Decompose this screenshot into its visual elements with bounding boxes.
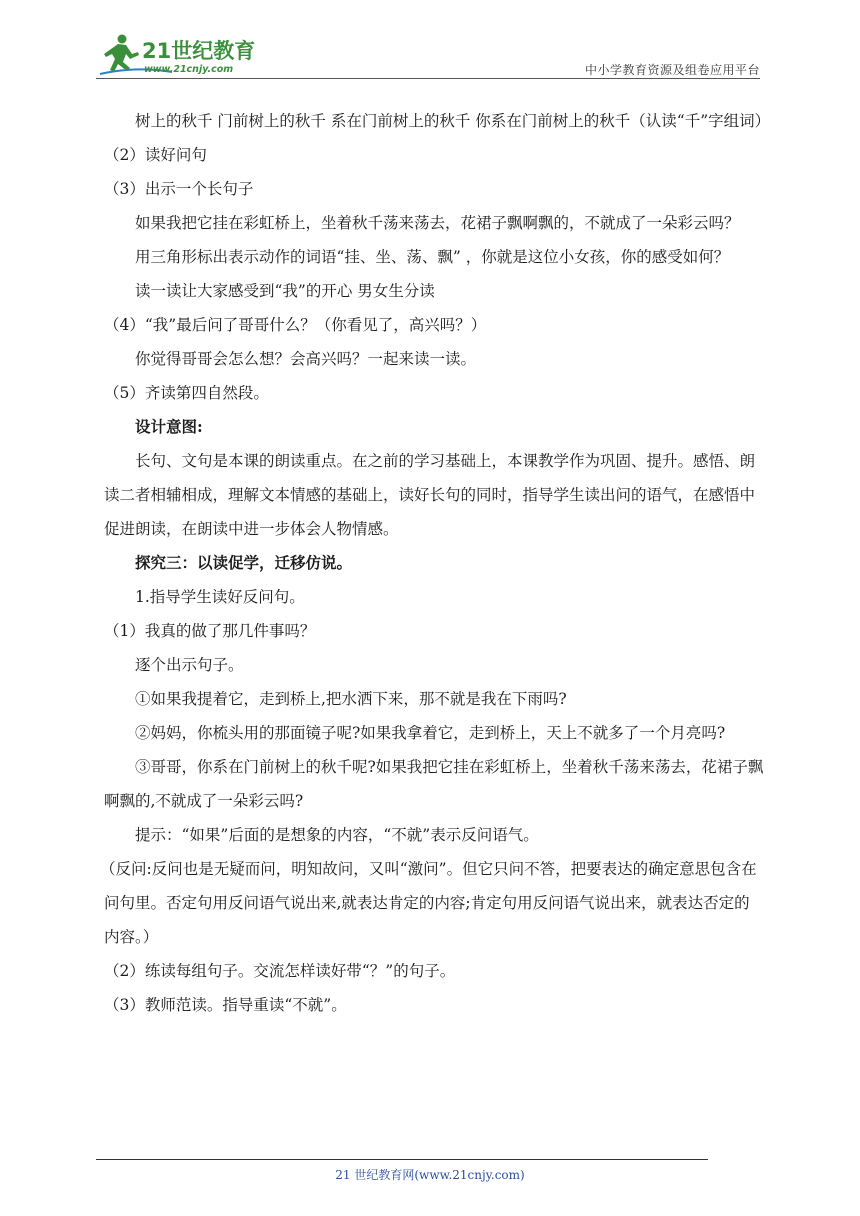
logo-url: www.21cnjy.com [144,64,234,75]
page-header [96,30,760,80]
paragraph: 1.指导学生读好反问句。 [135,588,305,606]
header-divider [96,78,760,79]
paragraph: 提示：“如果”后面的是想象的内容，“不就”表示反问语气。 [135,826,539,844]
paragraph: （2）练读每组句子。交流怎样读好带“？”的句子。 [104,962,456,980]
section-heading: 探究三：以读促学，迁移仿说。 [135,553,353,572]
paragraph: ②妈妈，你梳头用的那面镜子呢?如果我拿着它，走到桥上，天上不就多了一个月亮吗? [135,724,726,742]
paragraph: 读一读让大家感受到“我”的开心 男女生分读 [135,282,435,300]
paragraph: （3）教师范读。指导重读“不就”。 [104,996,347,1014]
paragraph: 你觉得哥哥会怎么想？会高兴吗？一起来读一读。 [135,350,477,368]
paragraph: 逐个出示句子。 [135,656,244,674]
runner-icon [104,35,139,73]
paragraph: （3）出示一个长句子 [104,180,254,198]
page-footer: 21 世纪教育网(www.21cnjy.com) [335,1168,525,1182]
document-body [100,104,771,1022]
paragraph: ①如果我提着它，走到桥上,把水洒下来，那不就是我在下雨吗? [135,690,567,708]
paragraph: 树上的秋千 门前树上的秋千 系在门前树上的秋千 你系在门前树上的秋千（认读“千”字组词） [135,112,771,130]
paragraph: ③哥哥，你系在门前树上的秋千呢?如果我把它挂在彩虹桥上，坐着秋千荡来荡去，花裙子飘啊飘的,不就成了一朵彩云吗? [104,758,764,810]
paragraph: （1）我真的做了那几件事吗？ [104,622,316,640]
paragraph: 如果我把它挂在彩虹桥上，坐着秋千荡来荡去，花裙子飘啊飘的，不就成了一朵彩云吗？ [135,214,740,232]
section-heading: 设计意图: [135,417,203,436]
platform-name: 中小学教育资源及组卷应用平台 [584,63,760,77]
logo-text: 21世纪教育 [142,39,256,63]
paragraph: 用三角形标出表示动作的词语“挂、坐、荡、飘” ，你就是这位小女孩，你的感受如何？ [135,248,730,266]
footer-divider [96,1159,708,1160]
paragraph: （5）齐读第四自然段。 [104,384,269,402]
paragraph: 长句、文句是本课的朗读重点。在之前的学习基础上，本课教学作为巩固、提升。感悟、朗读二者相辅相成，理解文本情感的基础上，读好长句的同时，指导学生读出问的语气，在感悟中促进朗读，在朗读中进一步体会人物情感。 [104,452,756,538]
paragraph: （2）读好问句 [104,146,207,164]
paragraph: （反问:反问也是无疑而问，明知故问，又叫“激问”。但它只问不答，把要表达的确定意思包含在问句里。否定句用反问语气说出来,就表达肯定的内容;肯定句用反问语气说出来，就表达否定的内容。） [100,860,757,946]
site-logo [96,30,276,78]
paragraph: （4）“我”最后问了哥哥什么？（你看见了，高兴吗？） [104,316,487,334]
